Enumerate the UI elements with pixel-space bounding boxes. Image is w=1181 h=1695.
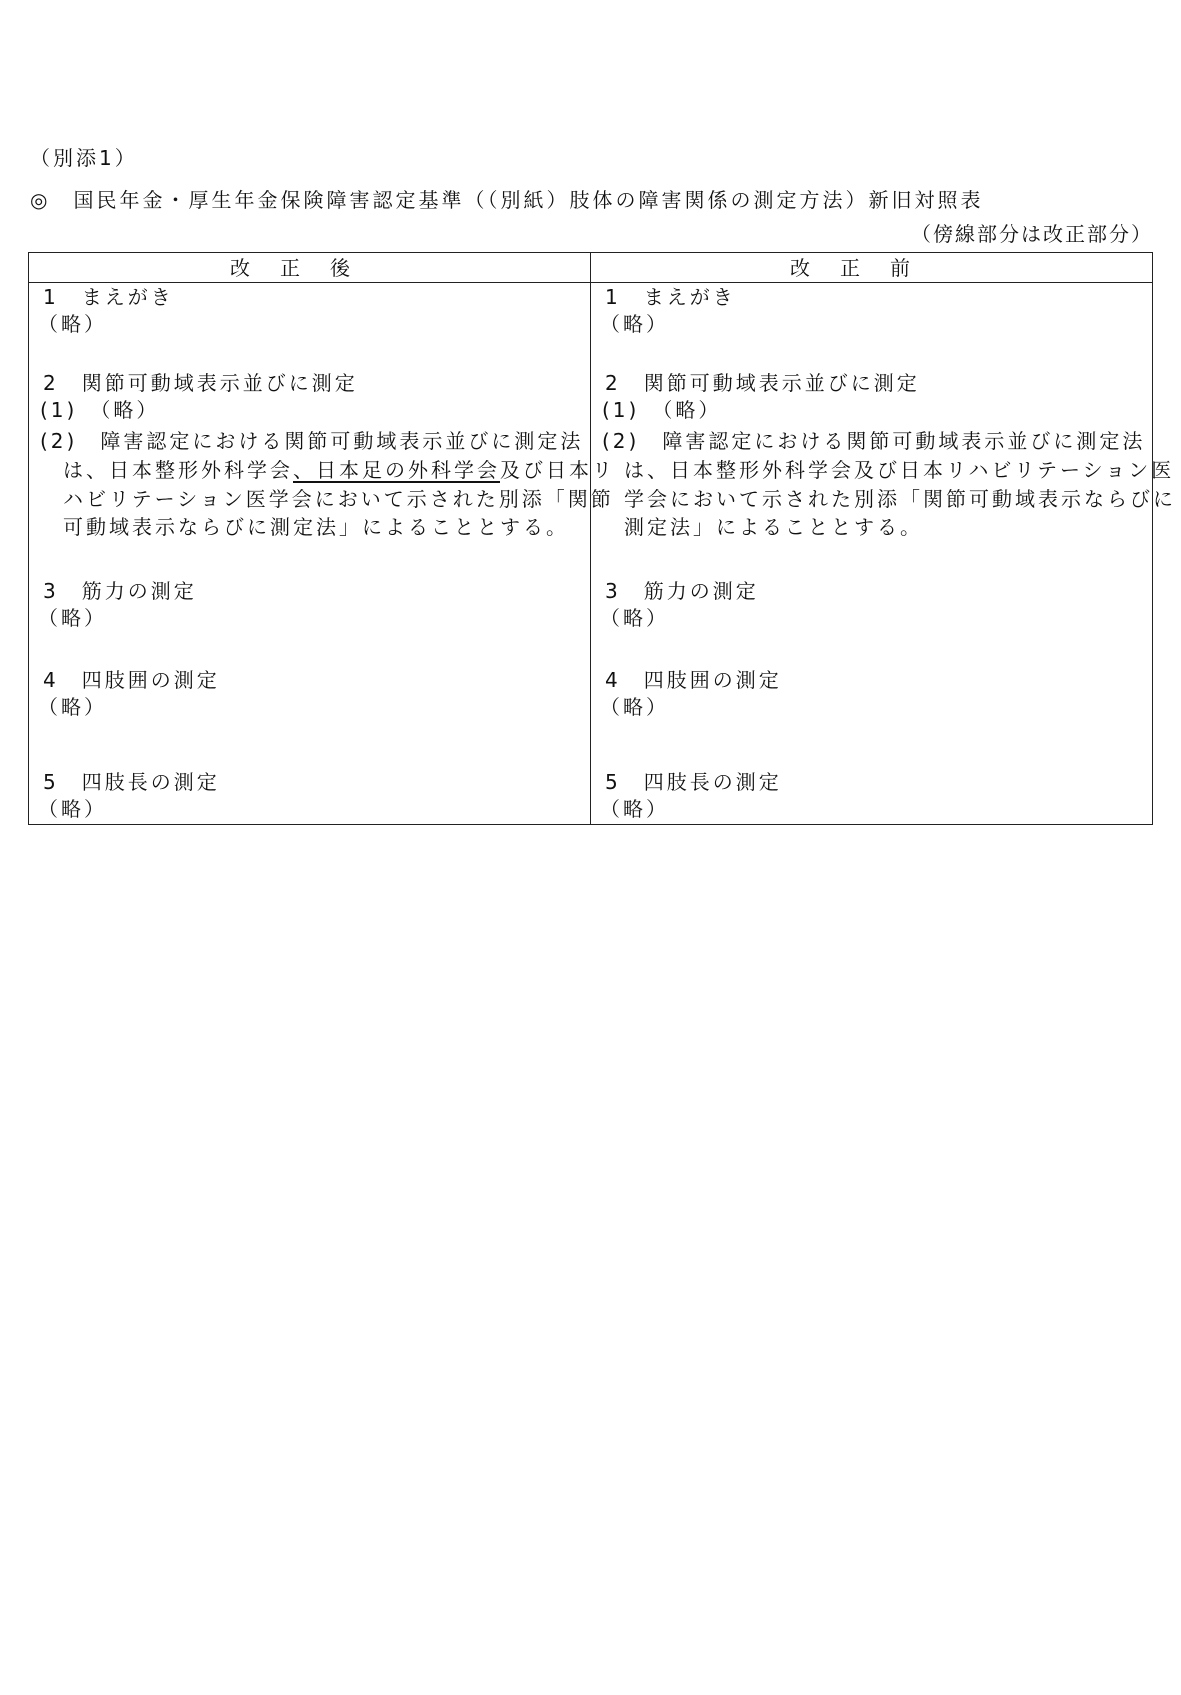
amended-text: 、日本足の外科学会 (293, 458, 500, 482)
section-3-body: （略） (600, 606, 669, 630)
section-4-heading: 4 四肢囲の測定 (43, 668, 220, 692)
attachment-label: （別添1） (30, 146, 138, 170)
section-4-heading: 4 四肢囲の測定 (605, 668, 782, 692)
section-1-heading: 1 まえがき (43, 285, 174, 309)
header-divider (28, 282, 1153, 283)
section-2-2-line1: (2) 障害認定における関節可動域表示並びに測定法 (602, 429, 1146, 453)
section-1-heading: 1 まえがき (605, 285, 736, 309)
section-5-body: （略） (38, 797, 107, 821)
section-5-heading: 5 四肢長の測定 (605, 770, 782, 794)
document-title: ◎ 国民年金・厚生年金保険障害認定基準（（別紙）肢体の障害関係の測定方法）新旧対照表 (30, 188, 984, 212)
section-5-heading: 5 四肢長の測定 (43, 770, 220, 794)
section-2-2-line2: は、日本整形外科学会及び日本リハビリテーション医 (624, 458, 1175, 482)
section-4-body: （略） (600, 695, 669, 719)
text: 及び日本リ (500, 458, 615, 482)
section-2-heading: 2 関節可動域表示並びに測定 (605, 371, 920, 395)
section-3-heading: 3 筋力の測定 (605, 579, 759, 603)
section-3-body: （略） (38, 606, 107, 630)
section-2-2-line4: 測定法」によることとする。 (624, 515, 923, 539)
section-5-body: （略） (600, 797, 669, 821)
section-4-body: （略） (38, 695, 107, 719)
section-2-2-line1: (2) 障害認定における関節可動域表示並びに測定法 (40, 429, 584, 453)
section-2-1: (1) （略） (602, 398, 722, 422)
section-2-2-line3: ハビリテーション医学会において示された別添「関節 (63, 487, 614, 511)
section-2-2-line2 (63, 458, 615, 482)
section-2-2-line4: 可動域表示ならびに測定法」によることとする。 (63, 515, 569, 539)
underline-note: （傍線部分は改正部分） (911, 222, 1153, 246)
column-divider (590, 252, 591, 825)
header-before: 改正前 (790, 256, 940, 280)
section-2-heading: 2 関節可動域表示並びに測定 (43, 371, 358, 395)
section-3-heading: 3 筋力の測定 (43, 579, 197, 603)
section-2-1: (1) （略） (40, 398, 160, 422)
section-1-body: （略） (38, 312, 107, 336)
section-2-2-line3: 学会において示された別添「関節可動域表示ならびに (624, 487, 1176, 511)
header-after: 改正後 (230, 256, 380, 280)
section-1-body: （略） (600, 312, 669, 336)
text: は、日本整形外科学会 (63, 458, 293, 482)
